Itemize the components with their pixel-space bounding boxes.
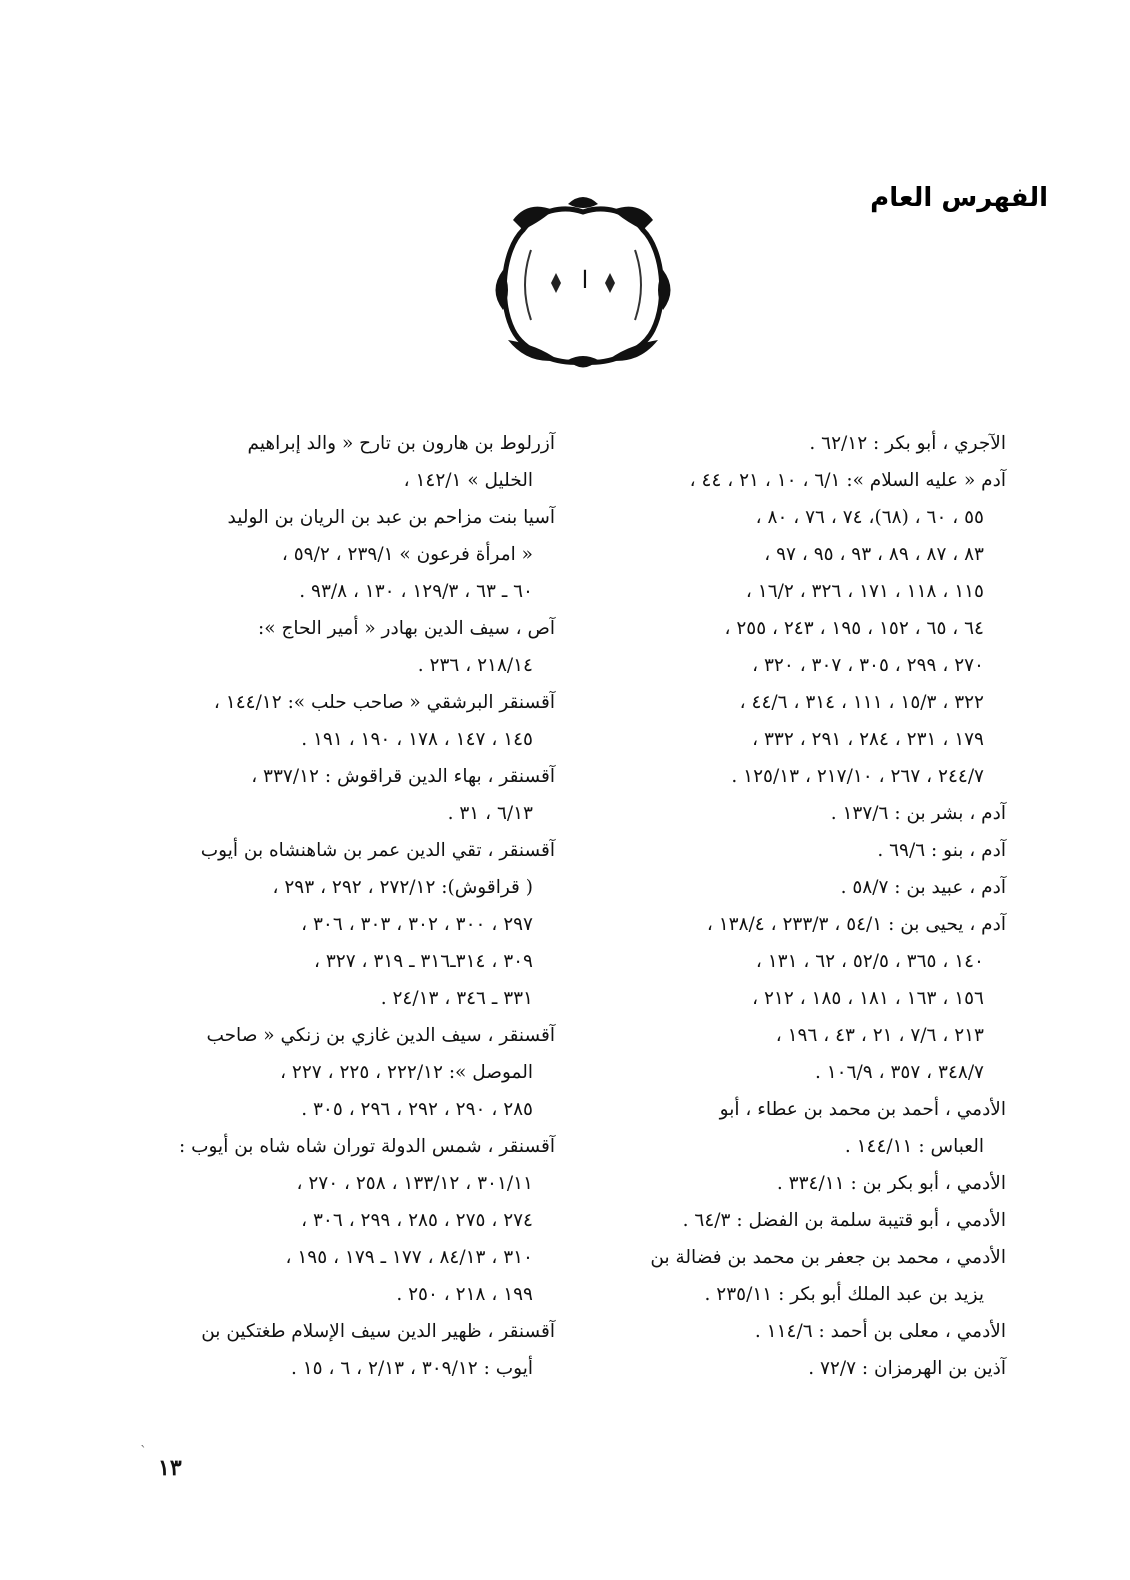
- entry-continuation-line: ٣٢٢ ، ١٥/٣ ، ١١١ ، ٣١٤ ، ٤٤/٦ ،: [739, 692, 984, 713]
- entry-continuation-line: ٢٧٤ ، ٢٧٥ ، ٢٨٥ ، ٢٩٩ ، ٣٠٦ ،: [301, 1210, 533, 1231]
- index-entry: [606, 1202, 1006, 1239]
- entry-continuation-line: ٥٥ ، ٦٠ ، (٦٨)، ٧٤ ، ٧٦ ، ٨٠ ،: [755, 507, 984, 528]
- index-column-right: [606, 425, 1006, 1387]
- entry-heading-line: الأدمي ، معلى بن أحمد : ١١٤/٦ .: [754, 1321, 1006, 1342]
- entry-continuation-line: ٣٠٩ ، ٣١٤ـ٣١٦ ـ ٣١٩ ، ٣٢٧ ،: [314, 951, 533, 972]
- entry-continuation-line: ١١٥ ، ١١٨ ، ١٧١ ، ٣٢٦ ، ١٦/٢ ،: [745, 581, 984, 602]
- entry-continuation-line: ٣٣١ ـ ٣٤٦ ، ٢٤/١٣ .: [380, 988, 533, 1009]
- entry-heading-line: آقسنقر ، ظهير الدين سيف الإسلام طغتكين بن: [201, 1321, 555, 1342]
- page-title: الفهرس العام: [870, 183, 1048, 213]
- entry-continuation-line: ١٤٠ ، ٣٦٥ ، ٥٢/٥ ، ٦٢ ، ١٣١ ،: [755, 951, 984, 972]
- index-entry: [606, 425, 1006, 462]
- index-entry: [135, 758, 555, 832]
- entry-continuation-line: « امرأة فرعون » ٢٣٩/١ ، ٥٩/٢ ،: [281, 544, 533, 565]
- entry-continuation-line: أيوب : ٣٠٩/١٢ ، ٢/١٣ ، ٦ ، ١٥ .: [290, 1358, 533, 1379]
- index-column-left: [135, 425, 555, 1387]
- entry-continuation-line: الموصل »: ٢٢٢/١٢ ، ٢٢٥ ، ٢٢٧ ،: [280, 1062, 533, 1083]
- index-entry: [135, 1017, 555, 1128]
- entry-continuation-line: ١٥٦ ، ١٦٣ ، ١٨١ ، ١٨٥ ، ٢١٢ ،: [752, 988, 984, 1009]
- index-entry: [606, 795, 1006, 832]
- entry-heading-line: آدم ، بنو : ٦٩/٦ .: [877, 840, 1006, 861]
- entry-continuation-line: الخليل » ١٤٢/١ ،: [403, 470, 533, 491]
- index-entry: [606, 1239, 1006, 1313]
- entry-heading-line: آص ، سيف الدين بهادر « أمير الحاج »:: [258, 618, 555, 639]
- page-number: ١٣: [158, 1455, 182, 1481]
- entry-heading-line: آدم « عليه السلام »: ٦/١ ، ١٠ ، ٢١ ، ٤٤ ،: [689, 470, 1006, 491]
- entry-continuation-line: ٣٤٨/٧ ، ٣٥٧ ، ١٠٦/٩ .: [814, 1062, 984, 1083]
- ornament-letter: ا: [581, 266, 589, 294]
- entry-continuation-line: ٦٠ ـ ٦٣ ، ١٢٩/٣ ، ١٣٠ ، ٩٣/٨ .: [299, 581, 533, 602]
- entry-heading-line: الآجري ، أبو بكر : ٦٢/١٢ .: [809, 433, 1006, 454]
- entry-heading-line: الأدمي ، أبو قتيبة سلمة بن الفضل : ٦٤/٣ .: [682, 1210, 1006, 1231]
- index-entry: [135, 1128, 555, 1313]
- entry-heading-line: آسيا بنت مزاحم بن عبد بن الريان بن الوليد: [227, 507, 555, 528]
- index-entry: [135, 425, 555, 499]
- entry-continuation-line: ١٩٩ ، ٢١٨ ، ٢٥٠ .: [396, 1284, 533, 1305]
- entry-continuation-line: ٢٩٧ ، ٣٠٠ ، ٣٠٢ ، ٣٠٣ ، ٣٠٦ ،: [301, 914, 533, 935]
- entry-continuation-line: ١٤٥ ، ١٤٧ ، ١٧٨ ، ١٩٠ ، ١٩١ .: [301, 729, 533, 750]
- index-entry: [606, 1091, 1006, 1165]
- entry-continuation-line: ٨٣ ، ٨٧ ، ٨٩ ، ٩٣ ، ٩٥ ، ٩٧ ،: [764, 544, 984, 565]
- entry-heading-line: آقسنقر ، بهاء الدين قراقوش : ٣٣٧/١٢ ،: [251, 766, 555, 787]
- index-entry: [606, 832, 1006, 869]
- entry-continuation-line: ٦٤ ، ٦٥ ، ١٥٢ ، ١٩٥ ، ٢٤٣ ، ٢٥٥ ،: [724, 618, 984, 639]
- entry-continuation-line: ١٧٩ ، ٢٣١ ، ٢٨٤ ، ٢٩١ ، ٣٣٢ ،: [752, 729, 984, 750]
- entry-continuation-line: ٦/١٣ ، ٣١ .: [447, 803, 533, 824]
- index-entry: [606, 869, 1006, 906]
- index-entry: [135, 610, 555, 684]
- entry-continuation-line: ٣٠١/١١ ، ١٣٣/١٢ ، ٢٥٨ ، ٢٧٠ ،: [296, 1173, 533, 1194]
- entry-heading-line: آذين بن الهرمزان : ٧٢/٧ .: [808, 1358, 1006, 1379]
- index-entry: [606, 1350, 1006, 1387]
- page-mark: `: [140, 1444, 147, 1460]
- entry-continuation-line: ٢٨٥ ، ٢٩٠ ، ٢٩٢ ، ٢٩٦ ، ٣٠٥ .: [301, 1099, 533, 1120]
- entry-continuation-line: يزيد بن عبد الملك أبو بكر : ٢٣٥/١١ .: [704, 1284, 984, 1305]
- entry-continuation-line: ( قراقوش): ٢٧٢/١٢ ، ٢٩٢ ، ٢٩٣ ،: [272, 877, 533, 898]
- entry-heading-line: الأدمي ، أبو بكر بن : ٣٣٤/١١ .: [776, 1173, 1006, 1194]
- entry-heading-line: آدم ، عبيد بن : ٥٨/٧ .: [840, 877, 1006, 898]
- entry-continuation-line: ٢١٨/١٤ ، ٢٣٦ .: [417, 655, 533, 676]
- index-entry: [135, 1313, 555, 1387]
- entry-heading-line: آدم ، بشر بن : ١٣٧/٦ .: [830, 803, 1006, 824]
- entry-heading-line: الأدمي ، محمد بن جعفر بن محمد بن فضالة بن: [650, 1247, 1006, 1268]
- entry-heading-line: آدم ، يحيى بن : ٥٤/١ ، ٢٣٣/٣ ، ١٣٨/٤ ،: [706, 914, 1006, 935]
- index-entry: [606, 1313, 1006, 1350]
- index-entry: [606, 906, 1006, 1091]
- entry-heading-line: آقسنقر ، شمس الدولة توران شاه شاه بن أيوب :: [178, 1136, 555, 1157]
- entry-heading-line: آقسنقر البرشقي « صاحب حلب »: ١٤٤/١٢ ،: [213, 692, 555, 713]
- entry-heading-line: آقسنقر ، سيف الدين غازي بن زنكي « صاحب: [206, 1025, 555, 1046]
- entry-continuation-line: ٣١٠ ، ٨٤/١٣ ، ١٧٧ ـ ١٧٩ ، ١٩٥ ،: [285, 1247, 533, 1268]
- index-entry: [135, 499, 555, 610]
- entry-continuation-line: ٢١٣ ، ٧/٦ ، ٢١ ، ٤٣ ، ١٩٦ ،: [775, 1025, 984, 1046]
- entry-continuation-line: ٢٧٠ ، ٢٩٩ ، ٣٠٥ ، ٣٠٧ ، ٣٢٠ ،: [752, 655, 984, 676]
- index-entry: [135, 684, 555, 758]
- entry-heading-line: الأدمي ، أحمد بن محمد بن عطاء ، أبو: [719, 1099, 1006, 1120]
- index-entry: [606, 1165, 1006, 1202]
- index-entry: [606, 462, 1006, 795]
- entry-continuation-line: ٢٤٤/٧ ، ٢٦٧ ، ٢١٧/١٠ ، ١٢٥/١٣ .: [731, 766, 984, 787]
- entry-heading-line: آقسنقر ، تقي الدين عمر بن شاهنشاه بن أيوب: [200, 840, 555, 861]
- entry-heading-line: آزرلوط بن هارون بن تارح « والد إبراهيم: [247, 433, 555, 454]
- index-entry: [135, 832, 555, 1017]
- entry-continuation-line: العباس : ١٤٤/١١ .: [844, 1136, 984, 1157]
